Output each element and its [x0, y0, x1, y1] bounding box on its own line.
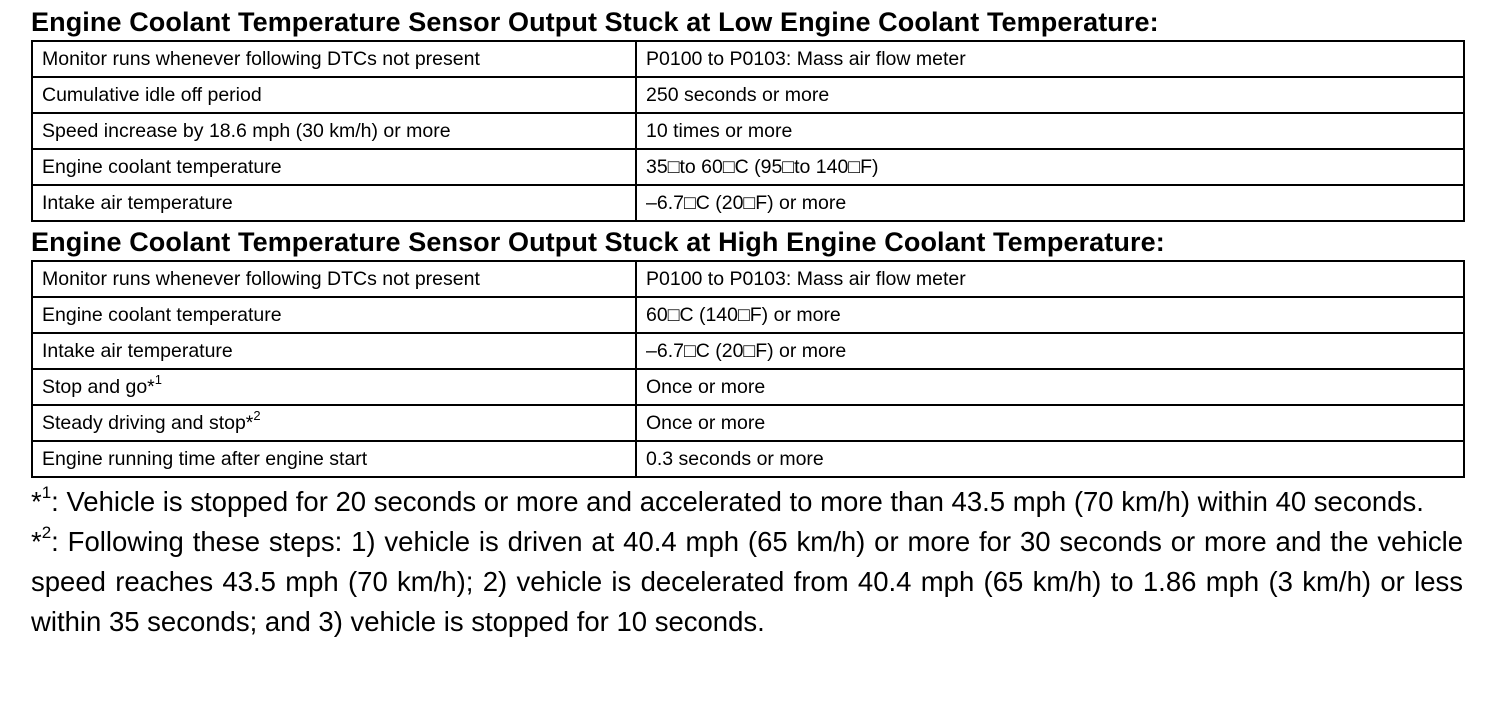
document-page — [31, 4, 1463, 642]
footnote-1 — [31, 482, 1463, 522]
condition-value: Once or more — [636, 405, 1464, 441]
footnote-text: : Vehicle is stopped for 20 seconds or more and accelerated to more than 43.5 mph (70 km/h) within 40 seconds. — [51, 486, 1424, 517]
section-heading-high-temp: Engine Coolant Temperature Sensor Output Stuck at High Engine Coolant Temperature: — [31, 227, 1165, 257]
condition-label: Engine coolant temperature — [32, 297, 636, 333]
table-row — [32, 369, 1464, 405]
condition-label: Intake air temperature — [32, 185, 636, 221]
footnote-marker: * — [31, 526, 42, 557]
condition-label-text: Stop and go* — [42, 376, 155, 398]
condition-value: Once or more — [636, 369, 1464, 405]
condition-value: P0100 to P0103: Mass air flow meter — [636, 261, 1464, 297]
table-row — [32, 297, 1464, 333]
conditions-table-low-temp — [31, 40, 1465, 222]
condition-value: 0.3 seconds or more — [636, 441, 1464, 477]
condition-label-text: Steady driving and stop* — [42, 412, 254, 434]
table-row — [32, 113, 1464, 149]
conditions-table-high-temp — [31, 260, 1465, 478]
condition-value: 60□C (140□F) or more — [636, 297, 1464, 333]
condition-value: P0100 to P0103: Mass air flow meter — [636, 41, 1464, 77]
table-row — [32, 405, 1464, 441]
condition-value: 10 times or more — [636, 113, 1464, 149]
condition-label: Monitor runs whenever following DTCs not present — [32, 41, 636, 77]
condition-value: 250 seconds or more — [636, 77, 1464, 113]
table-row — [32, 77, 1464, 113]
condition-label: Engine running time after engine start — [32, 441, 636, 477]
table-row — [32, 185, 1464, 221]
section-heading-low-temp: Engine Coolant Temperature Sensor Output Stuck at Low Engine Coolant Temperature: — [31, 7, 1159, 37]
condition-label — [32, 369, 636, 405]
condition-label — [32, 405, 636, 441]
footnote-number: 2 — [41, 522, 52, 542]
condition-label: Monitor runs whenever following DTCs not present — [32, 261, 636, 297]
table-row — [32, 261, 1464, 297]
footnote-number: 1 — [41, 482, 52, 502]
table-row — [32, 149, 1464, 185]
footnote-ref: 1 — [154, 371, 162, 387]
footnote-text: : Following these steps: 1) vehicle is driven at 40.4 mph (65 km/h) or more for 30 seconds or more and the vehicle speed reaches 43.5 mph (70 km/h); 2) vehicle is decelerated from 40.4 mph (65 km/h) to 1.86 mph (3 km/h) or less within 35 seconds; and 3) vehicle is stopped for 10 seconds. — [31, 526, 1463, 637]
footnotes — [31, 482, 1463, 642]
condition-value: –6.7□C (20□F) or more — [636, 185, 1464, 221]
condition-label: Cumulative idle off period — [32, 77, 636, 113]
condition-label: Engine coolant temperature — [32, 149, 636, 185]
table-row — [32, 41, 1464, 77]
condition-value: –6.7□C (20□F) or more — [636, 333, 1464, 369]
table-row — [32, 441, 1464, 477]
condition-value: 35□to 60□C (95□to 140□F) — [636, 149, 1464, 185]
footnote-2 — [31, 522, 1463, 642]
footnote-marker: * — [31, 486, 42, 517]
table-row — [32, 333, 1464, 369]
footnote-ref: 2 — [253, 407, 261, 423]
condition-label: Intake air temperature — [32, 333, 636, 369]
condition-label: Speed increase by 18.6 mph (30 km/h) or more — [32, 113, 636, 149]
